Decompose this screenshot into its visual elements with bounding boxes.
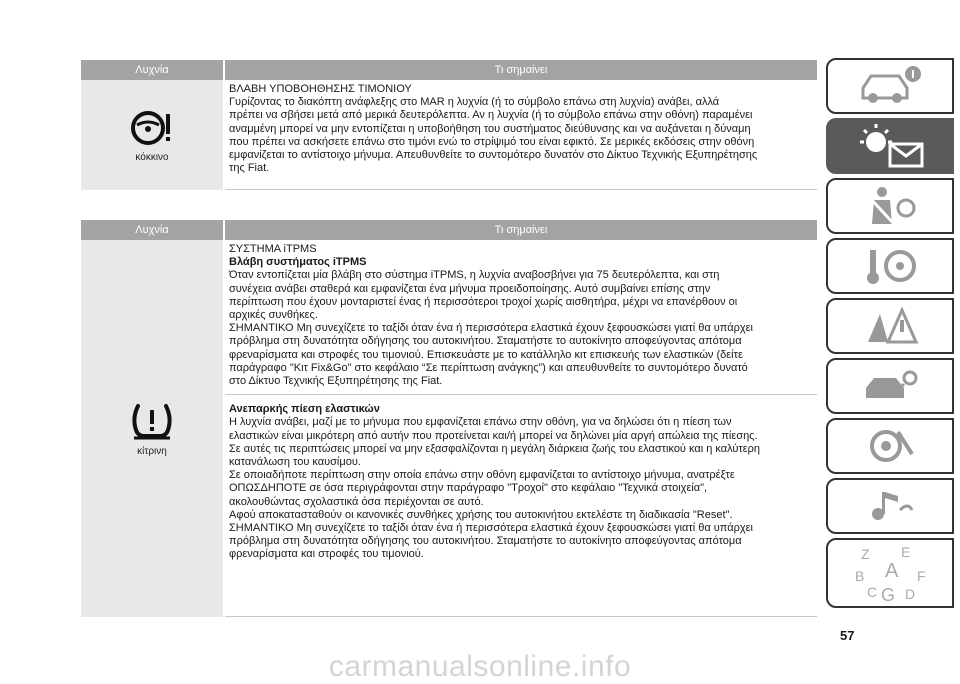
text-line: ΒΛΑΒΗ ΥΠΟΒΟΗΘΗΣΗΣ ΤΙΜΟΝΙΟΥ (229, 83, 412, 95)
text-line: που πρέπει να ασκήσετε επάνω στο τιμόνι ενώ το στρίψιμό του είναι εφικτό. Σε μερικές εκδόσεις στην οθόνη (229, 135, 755, 148)
table-header (81, 220, 817, 240)
text-line: ΣΗΜΑΝΤΙΚΟ Μη συνεχίζετε το ταξίδι όταν ένα ή περισσότερα ελαστικά έχουν ξεφουσκώσει γιατί θα υπάρχει (229, 322, 753, 335)
text-line: παράγραφο "Κιτ Fix&Go" στο κεφάλαιο “Σε περίπτωση ανάγκης”) και απευθυνθείτε το συντομότερο δυνατό (229, 361, 748, 374)
text-line: ελαστικών είναι μικρότερη από αυτήν που προτείνεται και/ή μπορεί να δηλώνει μία αργή απώλεια της πίεσης. (229, 429, 758, 442)
text-line: ακολουθώντας σχολαστικά όσα περιέχονται σε αυτό. (229, 495, 484, 508)
block-title: ΣΥΣΤΗΜΑ iTPMS (229, 243, 317, 255)
wheel-wrench-icon (860, 424, 920, 468)
text-line: αρχικές συνθήκες. (229, 309, 318, 322)
alphabetical-index-icon (845, 541, 935, 605)
page-number: 57 (840, 628, 855, 643)
index-letter: E (901, 544, 911, 560)
text-line: πρέπει να σβήσει μετά από μερικά δευτερόλεπτα. Αν η λυχνία (ή το σύμβολο επάνω στην οθόνη) παραμένει (229, 109, 753, 122)
watermark-text: carmanualsonline.info (328, 649, 632, 683)
chapter-tab-emergency[interactable] (826, 298, 954, 354)
chapter-tab-technical-data[interactable] (826, 418, 954, 474)
chapter-tab-index[interactable] (826, 538, 954, 608)
index-letter: D (905, 586, 916, 602)
chapter-tab-maintenance[interactable] (826, 358, 954, 414)
text-line: Η λυχνία ανάβει, μαζί με το μήνυμα που εμφανίζεται επάνω στην οθόνη, για να δηλώσει ότι η πίεση των (229, 416, 732, 429)
key-steering-wheel-icon (860, 244, 920, 288)
meaning-cell (225, 240, 817, 617)
text-line: ΟΠΩΣΔΗΠΟΤΕ σε όσα περιγράφονται στην παράγραφο "Τροχοί" στο κεφάλαιο "Τεχνικά στοιχεία", (229, 482, 708, 495)
block-subtitle: Βλάβη συστήματος iTPMS (229, 256, 367, 269)
warning-table-steering (81, 60, 817, 190)
block-title: Ανεπαρκής πίεση ελαστικών (229, 403, 380, 416)
index-letter: C (867, 584, 878, 600)
text-line: κατανάλωση του καυσίμου. (229, 456, 361, 469)
text-line: περίπτωση που έχουν μονταριστεί ένας ή περισσότεροι τροχοί χωρίς αισθητήρα, μέχρι να επανέρθουν οι (229, 295, 738, 308)
table-row (81, 240, 817, 617)
car-service-icon (860, 364, 920, 408)
header-lamp: Λυχνία (81, 60, 223, 80)
chapter-tab-warning-lights[interactable] (826, 118, 954, 174)
header-meaning: Τι σημαίνει (225, 220, 817, 240)
index-letter: B (855, 568, 865, 584)
tire-pressure-warning-icon (128, 400, 176, 442)
chapter-tab-multimedia[interactable] (826, 478, 954, 534)
warning-light-envelope-icon (850, 122, 930, 170)
index-letter: G (881, 585, 896, 605)
lamp-cell (81, 80, 223, 190)
text-line: Γυρίζοντας το διακόπτη ανάφλεξης στο MAR η λυχνία (ή το σύμβολο επάνω στη λυχνία) ανάβει, αλλά (229, 96, 720, 109)
header-meaning: Τι σημαίνει (225, 60, 817, 80)
divider (225, 388, 817, 395)
lamp-color-label: κόκκινο (135, 151, 169, 163)
text-line: πρόβλημα στη δυνατότητα οδήγησης του αυτοκινήτου. Σταματήστε το αυτοκίνητο αποφεύγοντας απότομα (229, 335, 742, 348)
text-line: Αφού αποκατασταθούν οι κανονικές συνθήκες χρήσης του αυτοκινήτου εκτελέστε τη διαδικασία "Reset". (229, 508, 733, 521)
header-lamp: Λυχνία (81, 220, 223, 240)
chapter-tab-dashboard[interactable] (826, 58, 954, 114)
text-line: πρόβλημα στη δυνατότητα οδήγησης του αυτοκινήτου. Σταματήστε το αυτοκίνητο αποφεύγοντας απότομα (229, 535, 742, 548)
text-line: στο Δίκτυο Τεχνικής Εξυπηρέτησης της Fiat. (229, 375, 443, 388)
text-line: Σε αυτές τις περιπτώσεις μπορεί να μην εξασφαλίζονται η μεγάλη διάρκεια ζωής του ελαστικού και η καλύτερη (229, 442, 761, 455)
text-line: εμφανίζεται το αντίστοιχο μήνυμα. Απευθυνθείτε το συντομότερο δυνατόν στο Δίκτυο Τεχνικής Εξυπηρέτησης (229, 149, 758, 162)
text-line: φρεναρίσματα και στροφές του τιμονιού. Επισκευάστε με το κατάλληλο κιτ επισκευής των ελαστικών (δείτε (229, 348, 743, 361)
table-row (81, 80, 817, 190)
text-line: ΣΗΜΑΝΤΙΚΟ Μη συνεχίζετε το ταξίδι όταν ένα ή περισσότερα ελαστικά έχουν ξεφουσκώσει γιατί θα υπάρχει (229, 522, 753, 535)
text-line: συνέχεια ανάβει σταθερά και εμφανίζεται ένα μήνυμα προειδοποίησης. Αυτό συμβαίνει επίσης στην (229, 282, 711, 295)
meaning-cell (225, 80, 817, 190)
index-letter: Z (861, 546, 870, 562)
emergency-triangle-icon (860, 304, 920, 348)
index-letter: F (917, 568, 926, 584)
text-line: φρεναρίσματα και στροφές του τιμονιού. (229, 548, 424, 561)
chapter-tab-safety[interactable] (826, 178, 954, 234)
car-info-icon (855, 64, 925, 108)
text-line: Σε οποιαδήποτε περίπτωση στην οποία επάνω στην οθόνη εμφανίζεται το αντίστοιχο μήνυμα, ανατρέξτε (229, 469, 735, 482)
chapter-tab-starting-driving[interactable] (826, 238, 954, 294)
seat-belt-icon (860, 184, 920, 228)
power-steering-warning-icon (128, 108, 176, 148)
index-letter: A (885, 560, 899, 582)
text-line: Όταν εντοπίζεται μία βλάβη στο σύστημα iTPMS, η λυχνία αναβοσβήνει για 75 δευτερόλεπτα, και στη (229, 269, 720, 282)
text-line: της Fiat. (229, 162, 270, 175)
text-line: αναμμένη μπορεί να μην εντοπίζεται η υποβοήθηση του συστήματος διεύθυνσης και να αυξάνεται η δύναμη (229, 122, 751, 135)
lamp-color-label: κίτρινη (137, 446, 167, 457)
music-note-icon (860, 484, 920, 528)
warning-table-tpms (81, 220, 817, 617)
lamp-cell (81, 240, 223, 617)
table-header (81, 60, 817, 80)
